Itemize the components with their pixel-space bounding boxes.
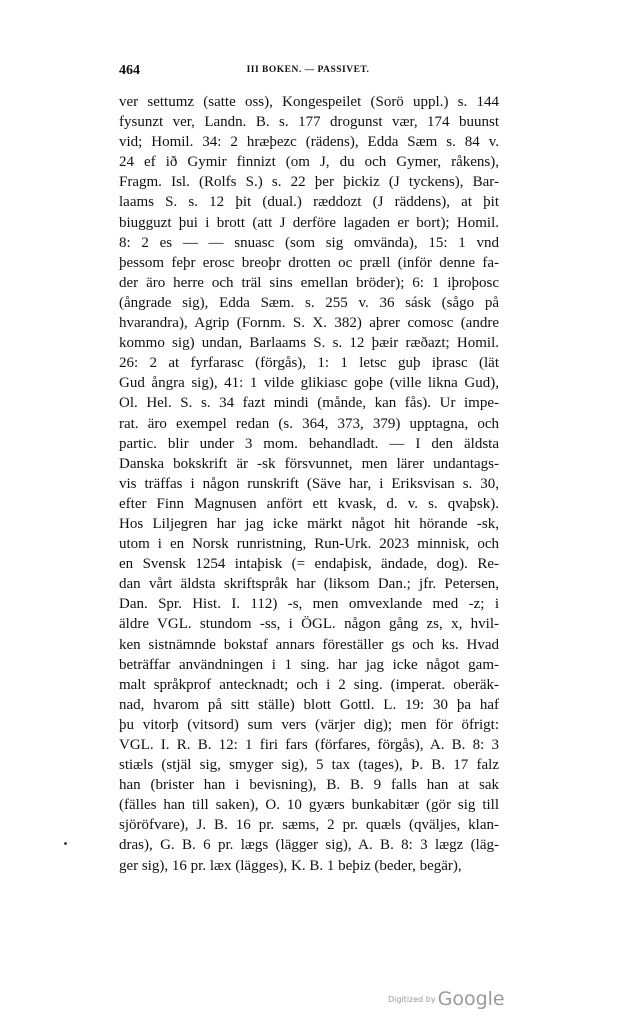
page-number: 464 (119, 63, 140, 78)
digitized-watermark (388, 988, 505, 1010)
text-line: (ångrade sig), Edda Sæm. s. 255 v. 36 sásk (sågo på (119, 294, 499, 311)
text-line: partic. blir under 3 mom. behandladt. — I den äldsta (119, 435, 499, 452)
text-line: rat. äro exempel redan (s. 364, 373, 379) upptagna, och (119, 415, 499, 432)
page-header (119, 63, 497, 85)
text-line: dan vårt äldsta skriftspråk har (liksom Dan.; jfr. Petersen, (119, 576, 499, 593)
text-line: (fälles han till saken), O. 10 gyærs bunkabitær (gör sig till (119, 797, 499, 814)
text-line: Ol. Hel. S. s. 34 fazt mindi (månde, kan fås). Ur impe- (119, 395, 499, 412)
text-line: Hos Liljegren har jag icke märkt något hit hörande -sk, (119, 515, 499, 532)
text-line: der äro herre och träl sins emellan bröder); 6: 1 iþroþosc (119, 274, 499, 291)
text-line: hvarandra), Agrip (Fornm. S. X. 382) aþrer comosc (andre (119, 315, 499, 332)
text-line: Dan. Spr. Hist. I. 112) -s, men omvexlande med -z; i (119, 596, 499, 613)
text-line: kommo sig) undan, Barlaams S. s. 12 þæir ræðazt; Homil. (119, 335, 499, 352)
text-line: ger sig), 16 pr. læx (lägges), K. B. 1 beþiz (beder, begär), (119, 857, 462, 874)
text-line: biugguzt þui i brott (att J derföre lagaden er bort); Homil. (119, 214, 499, 231)
text-line: vid; Homil. 34: 2 hræþezc (rädens), Edda Sæm s. 84 v. (119, 134, 499, 151)
text-line: þu vitorþ (vitsord) sum vers (värjer dig); men för öfrigt: (119, 716, 499, 733)
text-line: nad, hvarom på sitt ställe) blott Gottl. L. 19: 30 þa haf (119, 696, 499, 713)
text-line: þessom feþr erosc breoþr drotten oc præll (inför denne fa- (119, 254, 499, 271)
text-line: äldre VGL. stundom -ss, i ÖGL. någon gång zs, x, hvil- (119, 616, 499, 633)
text-line: 8: 2 es — — snuasc (som sig omvända), 15: 1 vnd (119, 234, 499, 251)
text-line: ver settumz (satte oss), Kongespeilet (Sorö uppl.) s. 144 (119, 94, 499, 110)
text-line: vis träffas i någon runskrift (Säve har, i Eriksvisan s. 30, (119, 475, 499, 492)
text-line: dras), G. B. 6 pr. lægs (lägger sig), A. B. 8: 3 lægz (läg- (119, 837, 499, 854)
text-line: malt språkprof antecknadt; och i 2 sing. (imperat. oberäk- (119, 676, 499, 693)
text-line: en Svensk 1254 intaþisk (= endaþisk, ändade, dog). Re- (119, 556, 499, 573)
text-line: Gud ångra sig), 41: 1 vilde glikiasc goþe (ville likna Gud), (119, 375, 499, 392)
text-line: efter Finn Magnusen anfört ett kvask, d. v. s. qvaþsk). (119, 495, 499, 512)
text-line: sjöröfvare), J. B. 16 pr. sæms, 2 pr. quæls (qväljes, klan- (119, 817, 499, 834)
text-line: 24 ef ið Gymir finnizt (om J, du och Gymer, råkens), (119, 154, 499, 171)
text-line: laams S. s. 12 þit (dual.) ræddozt (J räddens), at þit (119, 194, 499, 211)
text-line: han (brister han i bevisning), B. B. 9 falls han at sak (119, 777, 499, 794)
text-line: fysunzt ver, Landn. B. s. 177 drogunst vær, 174 buunst (119, 114, 499, 131)
text-line: beträffar användningen i 1 sing. har jag icke något gam- (119, 656, 499, 673)
running-head: III BOKEN. — PASSIVET. (246, 65, 370, 75)
digitized-by-text: Digitized by (388, 995, 436, 1004)
text-line: 26: 2 at fyrfarasc (förgås), 1: 1 letsc guþ iþrasc (lät (119, 355, 499, 372)
text-line: VGL. I. R. B. 12: 1 firi fars (förfares, förgås), A. B. 8: 3 (119, 737, 499, 753)
text-line: Danska bokskrift är -sk försvunnet, men lärer undantags- (119, 455, 499, 472)
body-text (119, 92, 499, 876)
text-line: utom i en Norsk runristning, Run-Urk. 2023 minnisk, och (119, 536, 499, 553)
text-line: stiæls (stjäl sig, smyger sig), 5 tax (tages), Þ. B. 17 falz (119, 757, 499, 774)
margin-speck (64, 842, 67, 845)
text-line: Fragm. Isl. (Rolfs S.) s. 22 þer þickiz (J tyckens), Bar- (119, 174, 499, 191)
google-logo: Google (437, 988, 505, 1010)
text-line: ken sistnämnde bokstaf annars föreställer gs och ks. Hvad (119, 636, 499, 653)
